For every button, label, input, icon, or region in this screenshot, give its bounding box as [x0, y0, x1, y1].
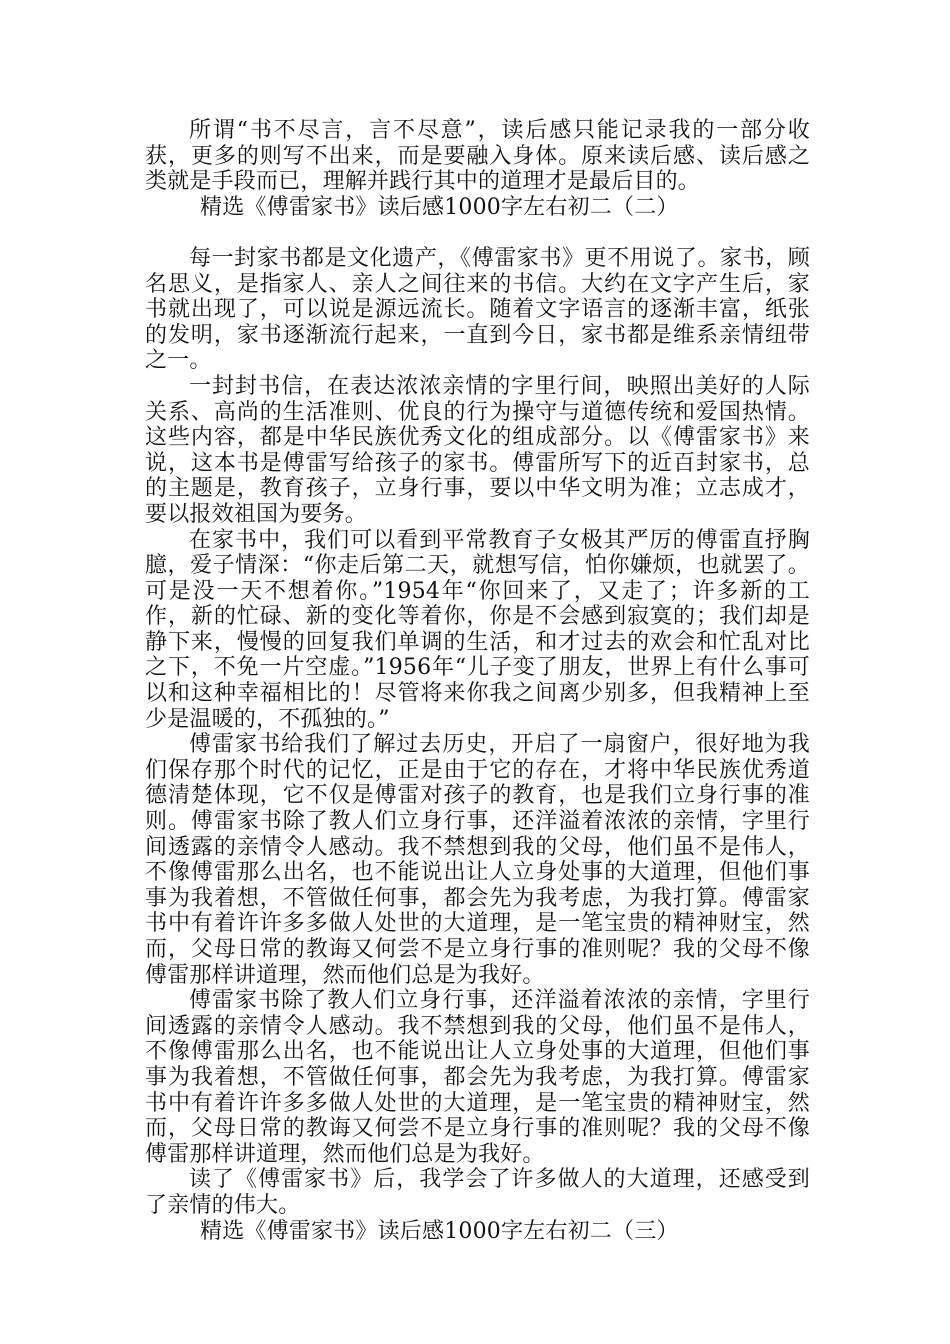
paragraph-letters-content: 一封封书信，在表达浓浓亲情的字里行间，映照出美好的人际关系、高尚的生活准则、优良的行为操守与道德传统和爱国热情。这些内容，都是中华民族优秀文化的组成部分。以《傅雷家书》来说，这本书是傅雷写给孩子的家书。傅雷所写下的近百封家书，总的主题是，教育孩子，立身行事，要以中华文明为准；立志成才，要以报效祖国为要务。 [145, 373, 810, 527]
document-page [145, 118, 810, 1244]
section-heading-two: 精选《傅雷家书》读后感1000字左右初二（二） [200, 194, 679, 220]
blank-line [145, 220, 810, 246]
paragraph-family-letters-heritage: 每一封家书都是文化遗产，《傅雷家书》更不用说了。家书，顾名思义，是指家人、亲人之间往来的书信。大约在文字产生后，家书就出现了，可以说是源远流长。随着文字语言的逐渐丰富，纸张的发明，家书逐渐流行起来，一直到今日，家书都是维系亲情纽带之一。 [145, 245, 810, 374]
paragraph-conclusion: 读了《傅雷家书》后，我学会了许多做人的大道理，还感受到了亲情的伟大。 [145, 1167, 810, 1218]
section-heading-three: 精选《傅雷家书》读后感1000字左右初二（三） [200, 1218, 679, 1244]
paragraph-history-window: 傅雷家书给我们了解过去历史，开启了一扇窗户，很好地为我们保存那个时代的记忆，正是由于它的存在，才将中华民族优秀道德清楚体现，它不仅是傅雷对孩子的教育，也是我们立身行事的准则。傅雷家书除了教人们立身行事，还洋溢着浓浓的亲情，字里行间透露的亲情令人感动。我不禁想到我的父母，他们虽不是伟人，不像傅雷那么出名，也不能说出让人立身处事的大道理，但他们事事为我着想，不管做任何事，都会先为我考虑，为我打算。傅雷家书中有着许许多多做人处世的大道理，是一笔宝贵的精神财宝，然而，父母日常的教诲又何尝不是立身行事的准则呢？我的父母不像傅雷那样讲道理，然而他们总是为我好。 [145, 732, 810, 988]
paragraph-letter-quotes: 在家书中，我们可以看到平常教育子女极其严厉的傅雷直抒胸臆，爱子情深：“你走后第二天，就想写信，怕你嫌烦，也就罢了。可是没一天不想着你。”1954年“你回来了，又走了；许多新的工作，新的忙碌、新的变化等着你，你是不会感到寂寞的；我们却是静下来，慢慢的回复我们单调的生活，和才过去的欢会和忙乱对比之下，不免一片空虚。”1956年“儿子变了朋友，世界上有什么事可以和这种幸福相比的！尽管将来你我之间离少别多，但我精神上至少是温暖的，不孤独的。” [145, 527, 810, 732]
paragraph-closing-reflection: 所谓“书不尽言，言不尽意”，读后感只能记录我的一部分收获，更多的则写不出来，而是要融入身体。原来读后感、读后感之类就是手段而已，理解并践行其中的道理才是最后目的。 [145, 118, 810, 195]
paragraph-parents-love: 傅雷家书除了教人们立身行事，还洋溢着浓浓的亲情，字里行间透露的亲情令人感动。我不禁想到我的父母，他们虽不是伟人，不像傅雷那么出名，也不能说出让人立身处事的大道理，但他们事事为我着想，不管做任何事，都会先为我考虑，为我打算。傅雷家书中有着许许多多做人处世的大道理，是一笔宝贵的精神财宝，然而，父母日常的教诲又何尝不是立身行事的准则呢？我的父母不像傅雷那样讲道理，然而他们总是为我好。 [145, 988, 810, 1167]
